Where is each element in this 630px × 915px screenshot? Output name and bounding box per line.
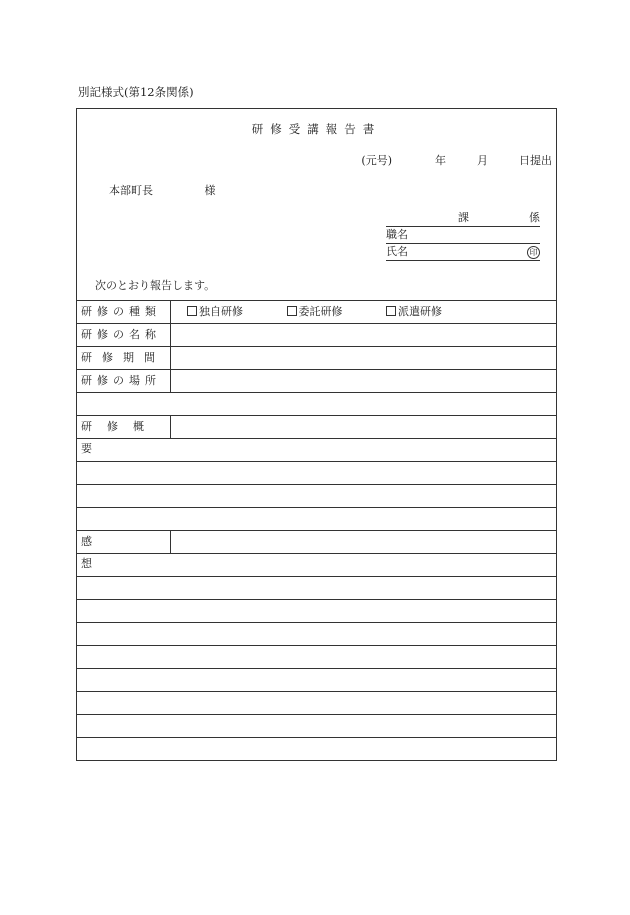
option-dispatched[interactable] <box>386 301 442 323</box>
impression-label: 感想 <box>77 531 171 553</box>
sender-block <box>386 210 540 261</box>
training-name-label: 研修の名称 <box>77 324 171 346</box>
summary-line <box>77 507 556 530</box>
name-row <box>386 244 540 261</box>
period-label: 研修期間 <box>77 347 171 369</box>
department-row <box>386 210 540 227</box>
addressee-honorific: 様 <box>204 184 216 197</box>
place-label: 研修の場所 <box>77 370 171 392</box>
period-row <box>77 346 556 369</box>
impression-line <box>77 576 556 599</box>
form-label: 別記様式(第12条関係) <box>78 85 194 99</box>
checkbox-icon <box>187 306 197 316</box>
type-row <box>77 300 556 323</box>
impression-line <box>77 668 556 691</box>
impression-line <box>77 622 556 645</box>
option-commissioned[interactable] <box>287 301 343 323</box>
seal-icon: 印 <box>527 246 540 259</box>
kakari-label: 係 <box>529 211 540 224</box>
report-form <box>76 108 557 761</box>
era-label: (元号) <box>361 154 392 167</box>
intro-text: 次のとおり報告します。 <box>95 279 216 292</box>
summary-label: 研修概要 <box>77 416 171 438</box>
year-label: 年 <box>435 154 446 167</box>
date-line <box>361 152 552 168</box>
report-title: 研修受講報告書 <box>251 122 382 136</box>
impression-line <box>77 714 556 737</box>
name-row <box>77 323 556 346</box>
impression-line <box>77 599 556 622</box>
blank-row <box>77 392 556 415</box>
month-label: 月 <box>477 154 488 167</box>
addressee <box>109 182 216 198</box>
checkbox-icon <box>386 306 396 316</box>
option-label: 委託研修 <box>298 305 343 318</box>
option-label: 独自研修 <box>199 305 243 318</box>
checkbox-icon <box>287 306 297 316</box>
summary-line <box>77 461 556 484</box>
ka-label: 課 <box>458 211 469 224</box>
impression-line <box>77 553 556 576</box>
summary-line <box>77 438 556 461</box>
position-label: 職名 <box>386 228 408 241</box>
impression-line <box>77 737 556 760</box>
option-independent[interactable] <box>187 301 243 323</box>
type-label: 研修の種類 <box>77 301 171 323</box>
impression-line <box>77 691 556 714</box>
report-table <box>77 300 556 760</box>
summary-line <box>77 484 556 507</box>
type-options <box>187 301 482 323</box>
name-label: 氏名 <box>386 245 408 258</box>
impression-line <box>77 645 556 668</box>
submit-day-label: 日提出 <box>519 154 552 167</box>
summary-row <box>77 415 556 455</box>
addressee-name: 本部町長 <box>109 184 153 197</box>
place-row <box>77 369 556 392</box>
option-label: 派遣研修 <box>398 305 442 318</box>
position-row <box>386 227 540 244</box>
impression-row <box>77 530 556 570</box>
